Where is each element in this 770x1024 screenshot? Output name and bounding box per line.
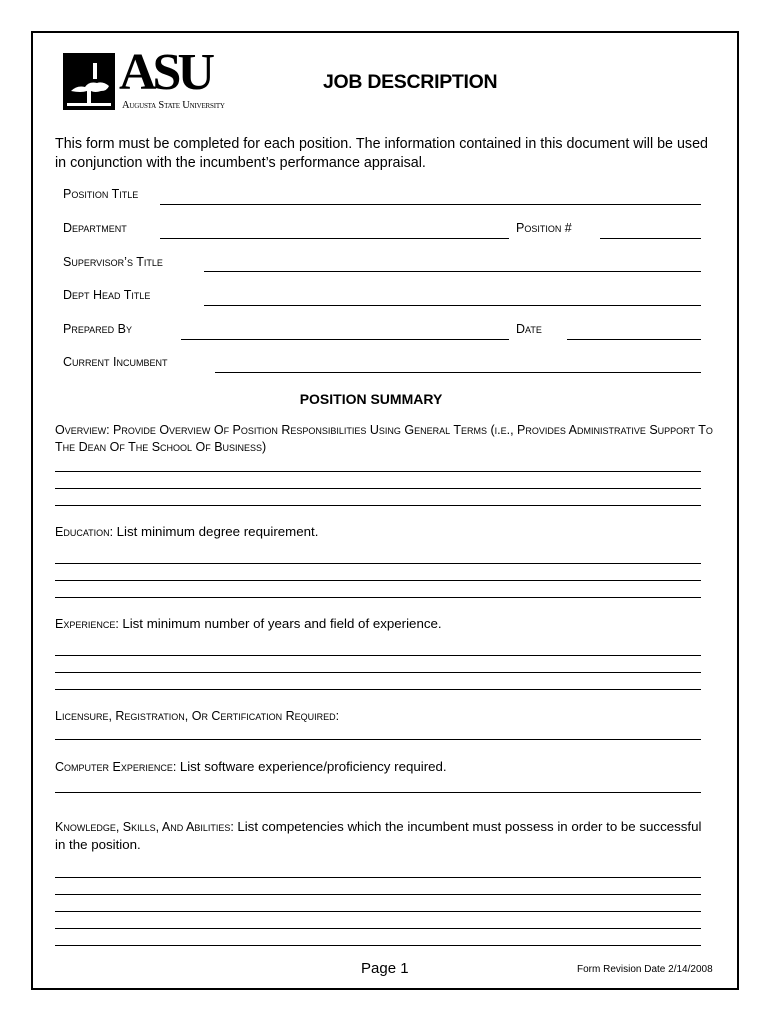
position-title-field[interactable] [160,204,701,205]
current-incumbent-field[interactable] [215,372,701,373]
page-title: JOB DESCRIPTION [323,71,498,93]
date-field[interactable] [567,339,701,340]
education-line-2[interactable] [55,580,701,581]
department-field[interactable] [160,238,509,239]
education-line-1[interactable] [55,563,701,564]
experience-line-2[interactable] [55,672,701,673]
education-prompt [55,523,715,541]
experience-prompt [55,615,715,633]
position-number-label: Position # [516,221,572,235]
ksa-prompt [55,818,715,854]
position-title-label: Position Title [63,187,139,201]
form-revision-date: Form Revision Date 2/14/2008 [577,964,713,975]
overview-line-3[interactable] [55,505,701,506]
overview-prompt [55,422,715,456]
computer-line-1[interactable] [55,792,701,793]
dept-head-title-field[interactable] [204,305,701,306]
education-lead: Education: [55,525,114,539]
experience-lead: Experience: [55,617,119,631]
supervisors-title-label: Supervisor’s Title [63,255,163,269]
logo-subtitle: Augusta State University [122,100,225,111]
prepared-by-label: Prepared By [63,322,132,336]
experience-line-1[interactable] [55,655,701,656]
overview-lead: Overview: Provide Overview Of Position Responsibilities Using General Terms (i.e., Provides Administrative Support To The Dean Of The School Of Business) [55,423,713,454]
ksa-lead: Knowledge, Skills, And Abilities: [55,820,234,834]
position-number-field[interactable] [600,238,701,239]
education-text: List minimum degree requirement. [116,524,319,539]
intro-text: This form must be completed for each position. The information contained in this document will be used in conjunction with the incumbent’s performance appraisal. [55,136,708,171]
licensure-prompt [55,708,715,725]
dept-head-title-label: Dept Head Title [63,288,151,302]
asu-logo [63,44,253,118]
experience-text: List minimum number of years and field of experience. [122,616,442,631]
position-summary-heading: POSITION SUMMARY [299,391,443,407]
licensure-line-1[interactable] [55,739,701,740]
supervisors-title-field[interactable] [204,271,701,272]
overview-line-1[interactable] [55,471,701,472]
department-label: Department [63,221,127,235]
computer-prompt [55,758,715,776]
ksa-line-3[interactable] [55,911,701,912]
ksa-line-5[interactable] [55,945,701,946]
computer-lead: Computer Experience: [55,760,177,774]
ksa-text: List competencies which the incumbent must possess in order to be successful in the position. [55,819,702,852]
ksa-line-1[interactable] [55,877,701,878]
date-label: Date [516,322,542,336]
licensure-lead: Licensure, Registration, Or Certification Required: [55,709,340,723]
ksa-line-2[interactable] [55,894,701,895]
overview-line-2[interactable] [55,488,701,489]
current-incumbent-label: Current Incumbent [63,355,168,369]
experience-line-3[interactable] [55,689,701,690]
ksa-line-4[interactable] [55,928,701,929]
logo-letters: ASU [119,44,212,101]
prepared-by-field[interactable] [181,339,509,340]
computer-text: List software experience/proficiency required. [179,759,447,774]
education-line-3[interactable] [55,597,701,598]
page-number: Page 1 [361,960,409,977]
